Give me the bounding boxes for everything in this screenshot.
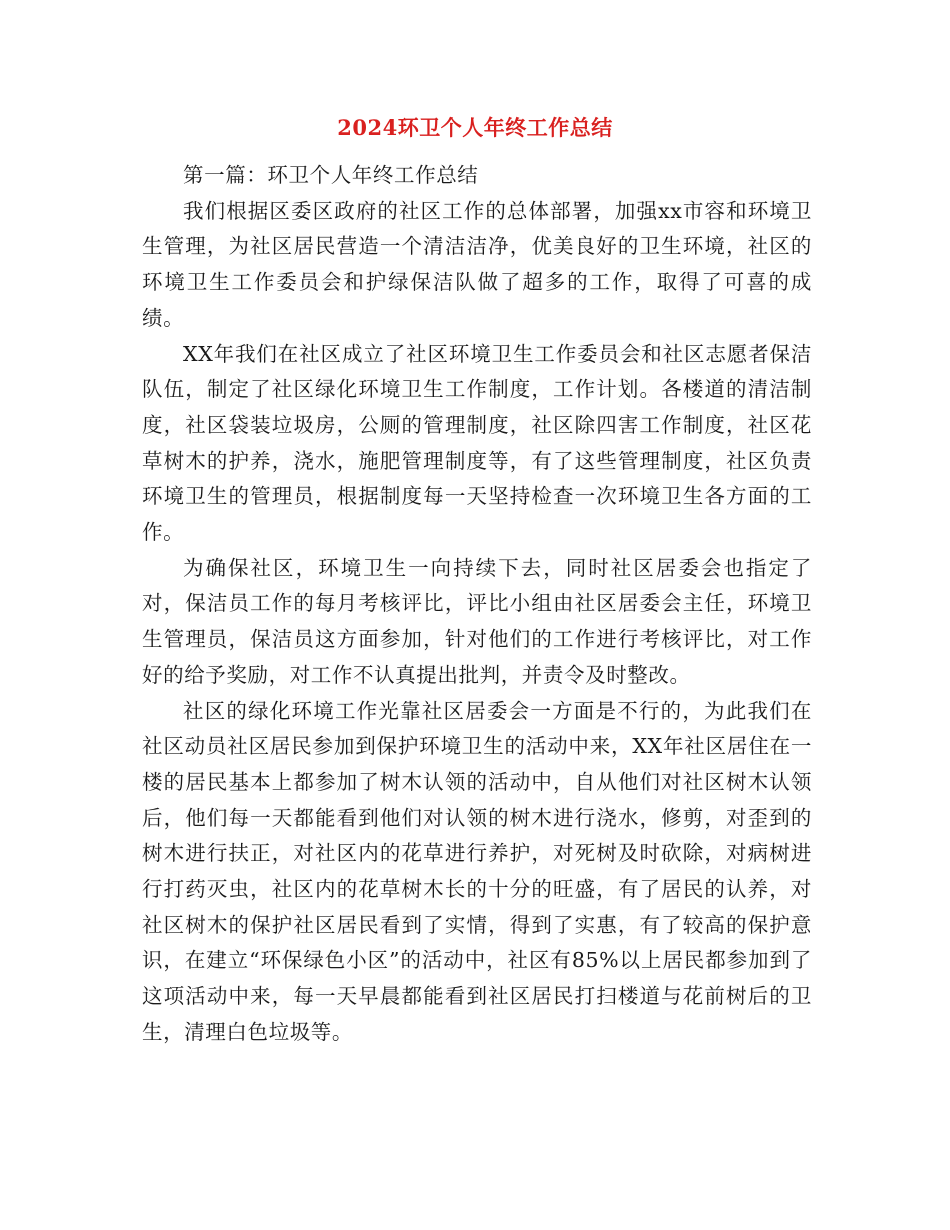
section-heading: 第一篇：环卫个人年终工作总结 (183, 163, 479, 187)
document-title: 2024环卫个人年终工作总结 (337, 115, 613, 140)
paragraph: 社区的绿化环境工作光靠社区居委会一方面是不行的，为此我们在社区动员社区居民参加到保护环境卫生的活动中来，XX年社区居住在一楼的居民基本上都参加了树木认领的活动中，自从他们对社区树木认领后，他们每一天都能看到他们对认领的树木进行浇水，修剪，对歪到的树木进行扶正，对社区内的花草进行养护，对死树及时砍除，对病树进行打药灭虫，社区内的花草树木长的十分的旺盛，有了居民的认养，对社区树木的保护社区居民看到了实情，得到了实惠，有了较高的保护意识，在建立“环保绿色小区”的活动中，社区有85%以上居民都参加到了这项活动中来，每一天早晨都能看到社区居民打扫楼道与花前树后的卫生，清理白色垃圾等。 (142, 698, 812, 1044)
paragraph: XX年我们在社区成立了社区环境卫生工作委员会和社区志愿者保洁队伍，制定了社区绿化环境卫生工作制度，工作计划。各楼道的清洁制度，社区袋装垃圾房，公厕的管理制度，社区除四害工作制度，社区花草树木的护养，浇水，施肥管理制度等，有了这些管理制度，社区负责环境卫生的管理员，根据制度每一天坚持检查一次环境卫生各方面的工作。 (142, 341, 812, 545)
document-body (142, 158, 812, 1051)
paragraph: 我们根据区委区政府的社区工作的总体部署，加强xx市容和环境卫生管理，为社区居民营造一个清洁洁净，优美良好的卫生环境，社区的环境卫生工作委员会和护绿保洁队做了超多的工作，取得了可喜的成绩。 (142, 198, 812, 330)
paragraph: 为确保社区，环境卫生一向持续下去，同时社区居委会也指定了对，保洁员工作的每月考核评比，评比小组由社区居委会主任，环境卫生管理员，保洁员这方面参加，针对他们的工作进行考核评比，对工作好的给予奖励，对工作不认真提出批判，并责令及时整改。 (142, 555, 812, 687)
